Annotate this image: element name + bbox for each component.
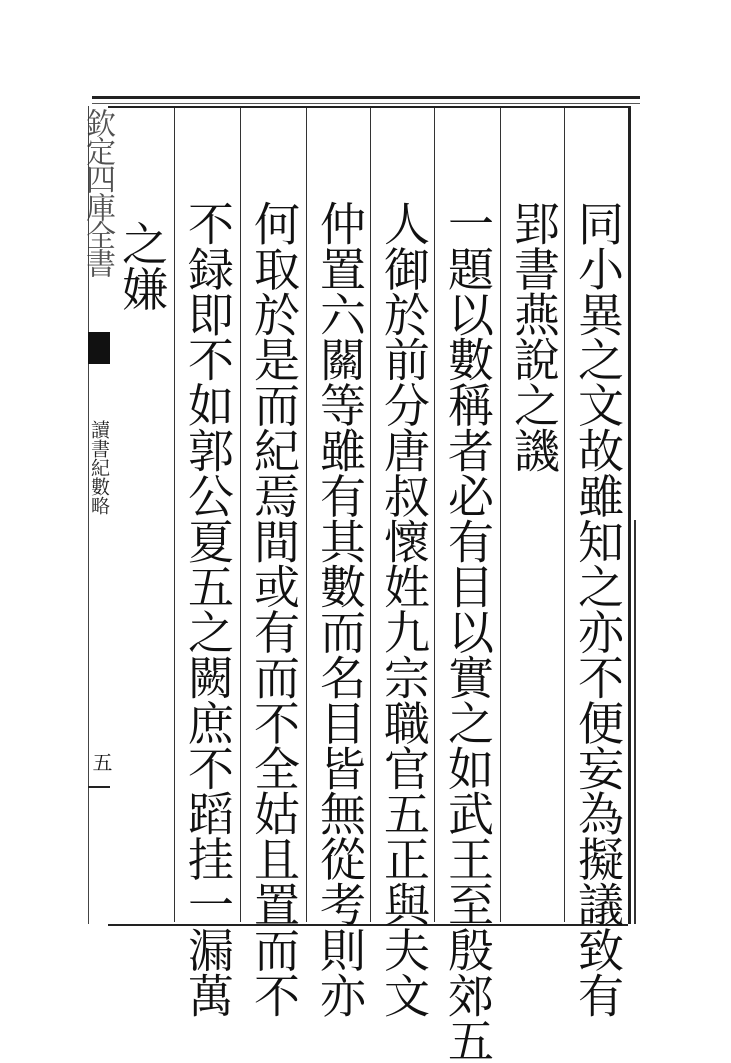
text-column-3: 一題以數稱者必有目以實之如武王至殷郊五	[441, 200, 495, 1063]
text-column-5: 仲置六關等雖有其數而名目皆無從考則亦	[313, 200, 367, 1018]
top-border-inner	[92, 103, 640, 104]
fish-tail-mark	[88, 332, 110, 364]
column-divider	[500, 108, 501, 922]
column-divider	[564, 108, 565, 922]
margin-tick	[88, 786, 110, 788]
text-column-8: 之嫌	[115, 220, 169, 311]
text-column-2: 郢書燕說之譏	[507, 200, 561, 473]
text-column-7: 不録即不如郭公夏五之闕庶不蹈挂一漏萬	[181, 200, 235, 1018]
top-border	[92, 96, 640, 99]
column-divider	[174, 108, 175, 922]
column-divider	[434, 108, 435, 922]
text-column-1: 同小異之文故雖知之亦不便妄為擬議致有	[571, 200, 625, 1018]
text-column-4: 人御於前分唐叔懷姓九宗職官五正與夫文	[377, 200, 431, 1018]
margin-book-title: 讀書紀數略	[88, 420, 110, 515]
column-divider	[306, 108, 307, 922]
text-column-6: 何取於是而紀焉間或有而不全姑且置而不	[247, 200, 301, 1018]
column-divider	[240, 108, 241, 922]
margin-title: 欽定四庫全書	[80, 108, 115, 276]
frame-right-border-outer	[634, 520, 636, 924]
frame-right-border	[628, 106, 631, 924]
margin-page-number: 五	[89, 752, 113, 772]
column-divider	[370, 108, 371, 922]
